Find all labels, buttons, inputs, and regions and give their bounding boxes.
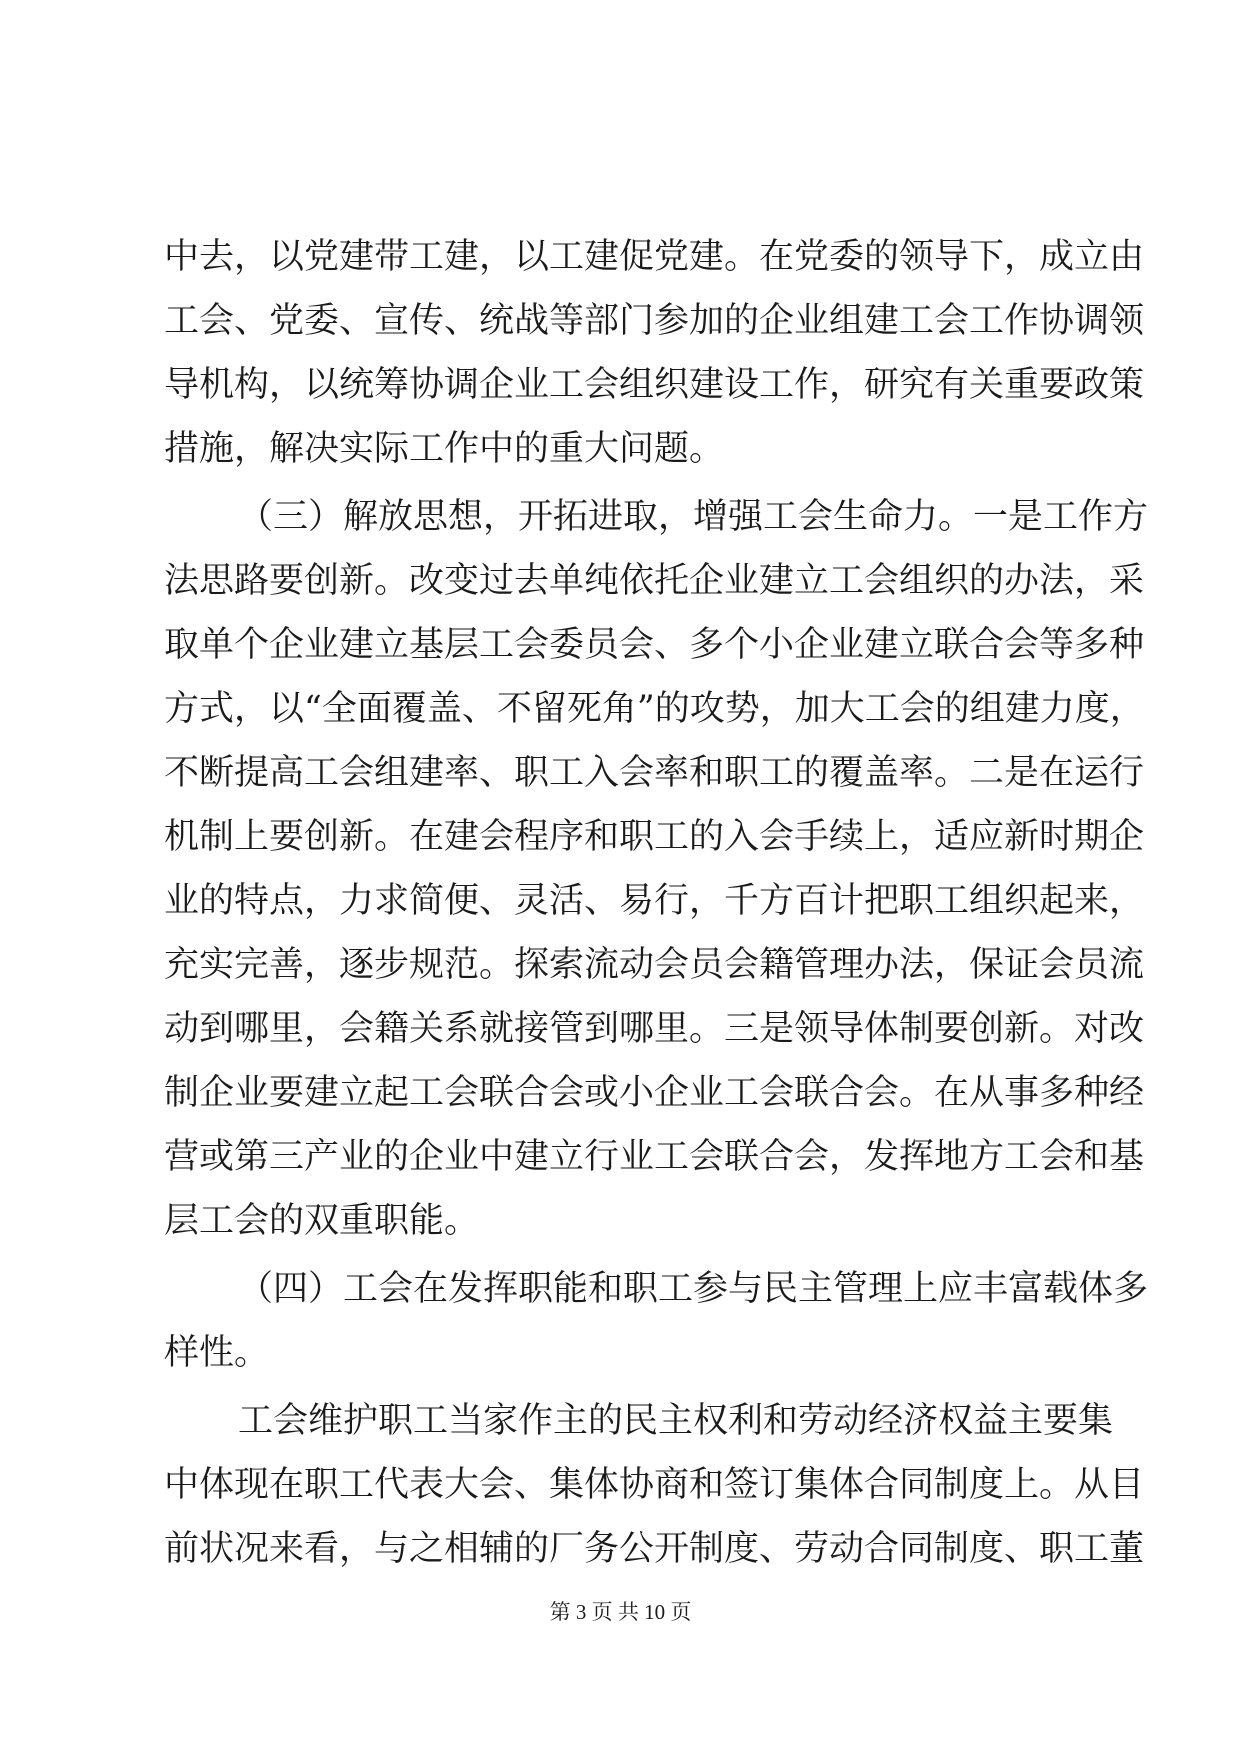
text-line: 充实完善，逐步规范。探索流动会员会籍管理办法，保证会员流 (164, 945, 1145, 985)
text-line: 法思路要创新。改变过去单纯依托企业建立工会组织的办法，采 (164, 561, 1145, 601)
paragraph-heading-line: （四）工会在发挥职能和职工参与民主管理上应丰富载体多 (238, 1269, 1149, 1309)
text-line: 取单个企业建立基层工会委员会、多个小企业建立联合会等多种 (164, 625, 1145, 665)
text-line: 机制上要创新。在建会程序和职工的入会手续上，适应新时期企 (164, 817, 1145, 857)
text-line: 业的特点，力求简便、灵活、易行，千方百计把职工组织起来， (164, 881, 1145, 921)
paragraph-heading-line: （三）解放思想，开拓进取，增强工会生命力。一是工作方 (238, 497, 1149, 537)
text-line: 不断提高工会组建率、职工入会率和职工的覆盖率。二是在运行 (164, 753, 1145, 793)
paragraph-first-line: 工会维护职工当家作主的民主权利和劳动经济权益主要集 (238, 1401, 1114, 1441)
text-line: 导机构，以统筹协调企业工会组织建设工作，研究有关重要政策 (164, 365, 1145, 405)
text-line: 工会、党委、宣传、统战等部门参加的企业组建工会工作协调领 (164, 301, 1145, 341)
text-line: 措施，解决实际工作中的重大问题。 (164, 429, 725, 469)
text-line: 样性。 (164, 1333, 270, 1373)
page-number-footer: 第 3 页 共 10 页 (549, 1600, 692, 1624)
text-line: 中体现在职工代表大会、集体协商和签订集体合同制度上。从目 (164, 1465, 1145, 1505)
text-line: 营或第三产业的企业中建立行业工会联合会，发挥地方工会和基 (164, 1137, 1145, 1177)
text-line: 中去，以党建带工建，以工建促党建。在党委的领导下，成立由 (164, 237, 1145, 277)
text-line: 层工会的双重职能。 (164, 1201, 480, 1241)
text-line: 前状况来看，与之相辅的厂务公开制度、劳动合同制度、职工董 (164, 1529, 1145, 1569)
text-line: 方式，以“全面覆盖、不留死角”的攻势，加大工会的组建力度， (164, 689, 1145, 729)
text-line: 制企业要建立起工会联合会或小企业工会联合会。在从事多种经 (164, 1073, 1145, 1113)
text-line: 动到哪里，会籍关系就接管到哪里。三是领导体制要创新。对改 (164, 1009, 1145, 1049)
